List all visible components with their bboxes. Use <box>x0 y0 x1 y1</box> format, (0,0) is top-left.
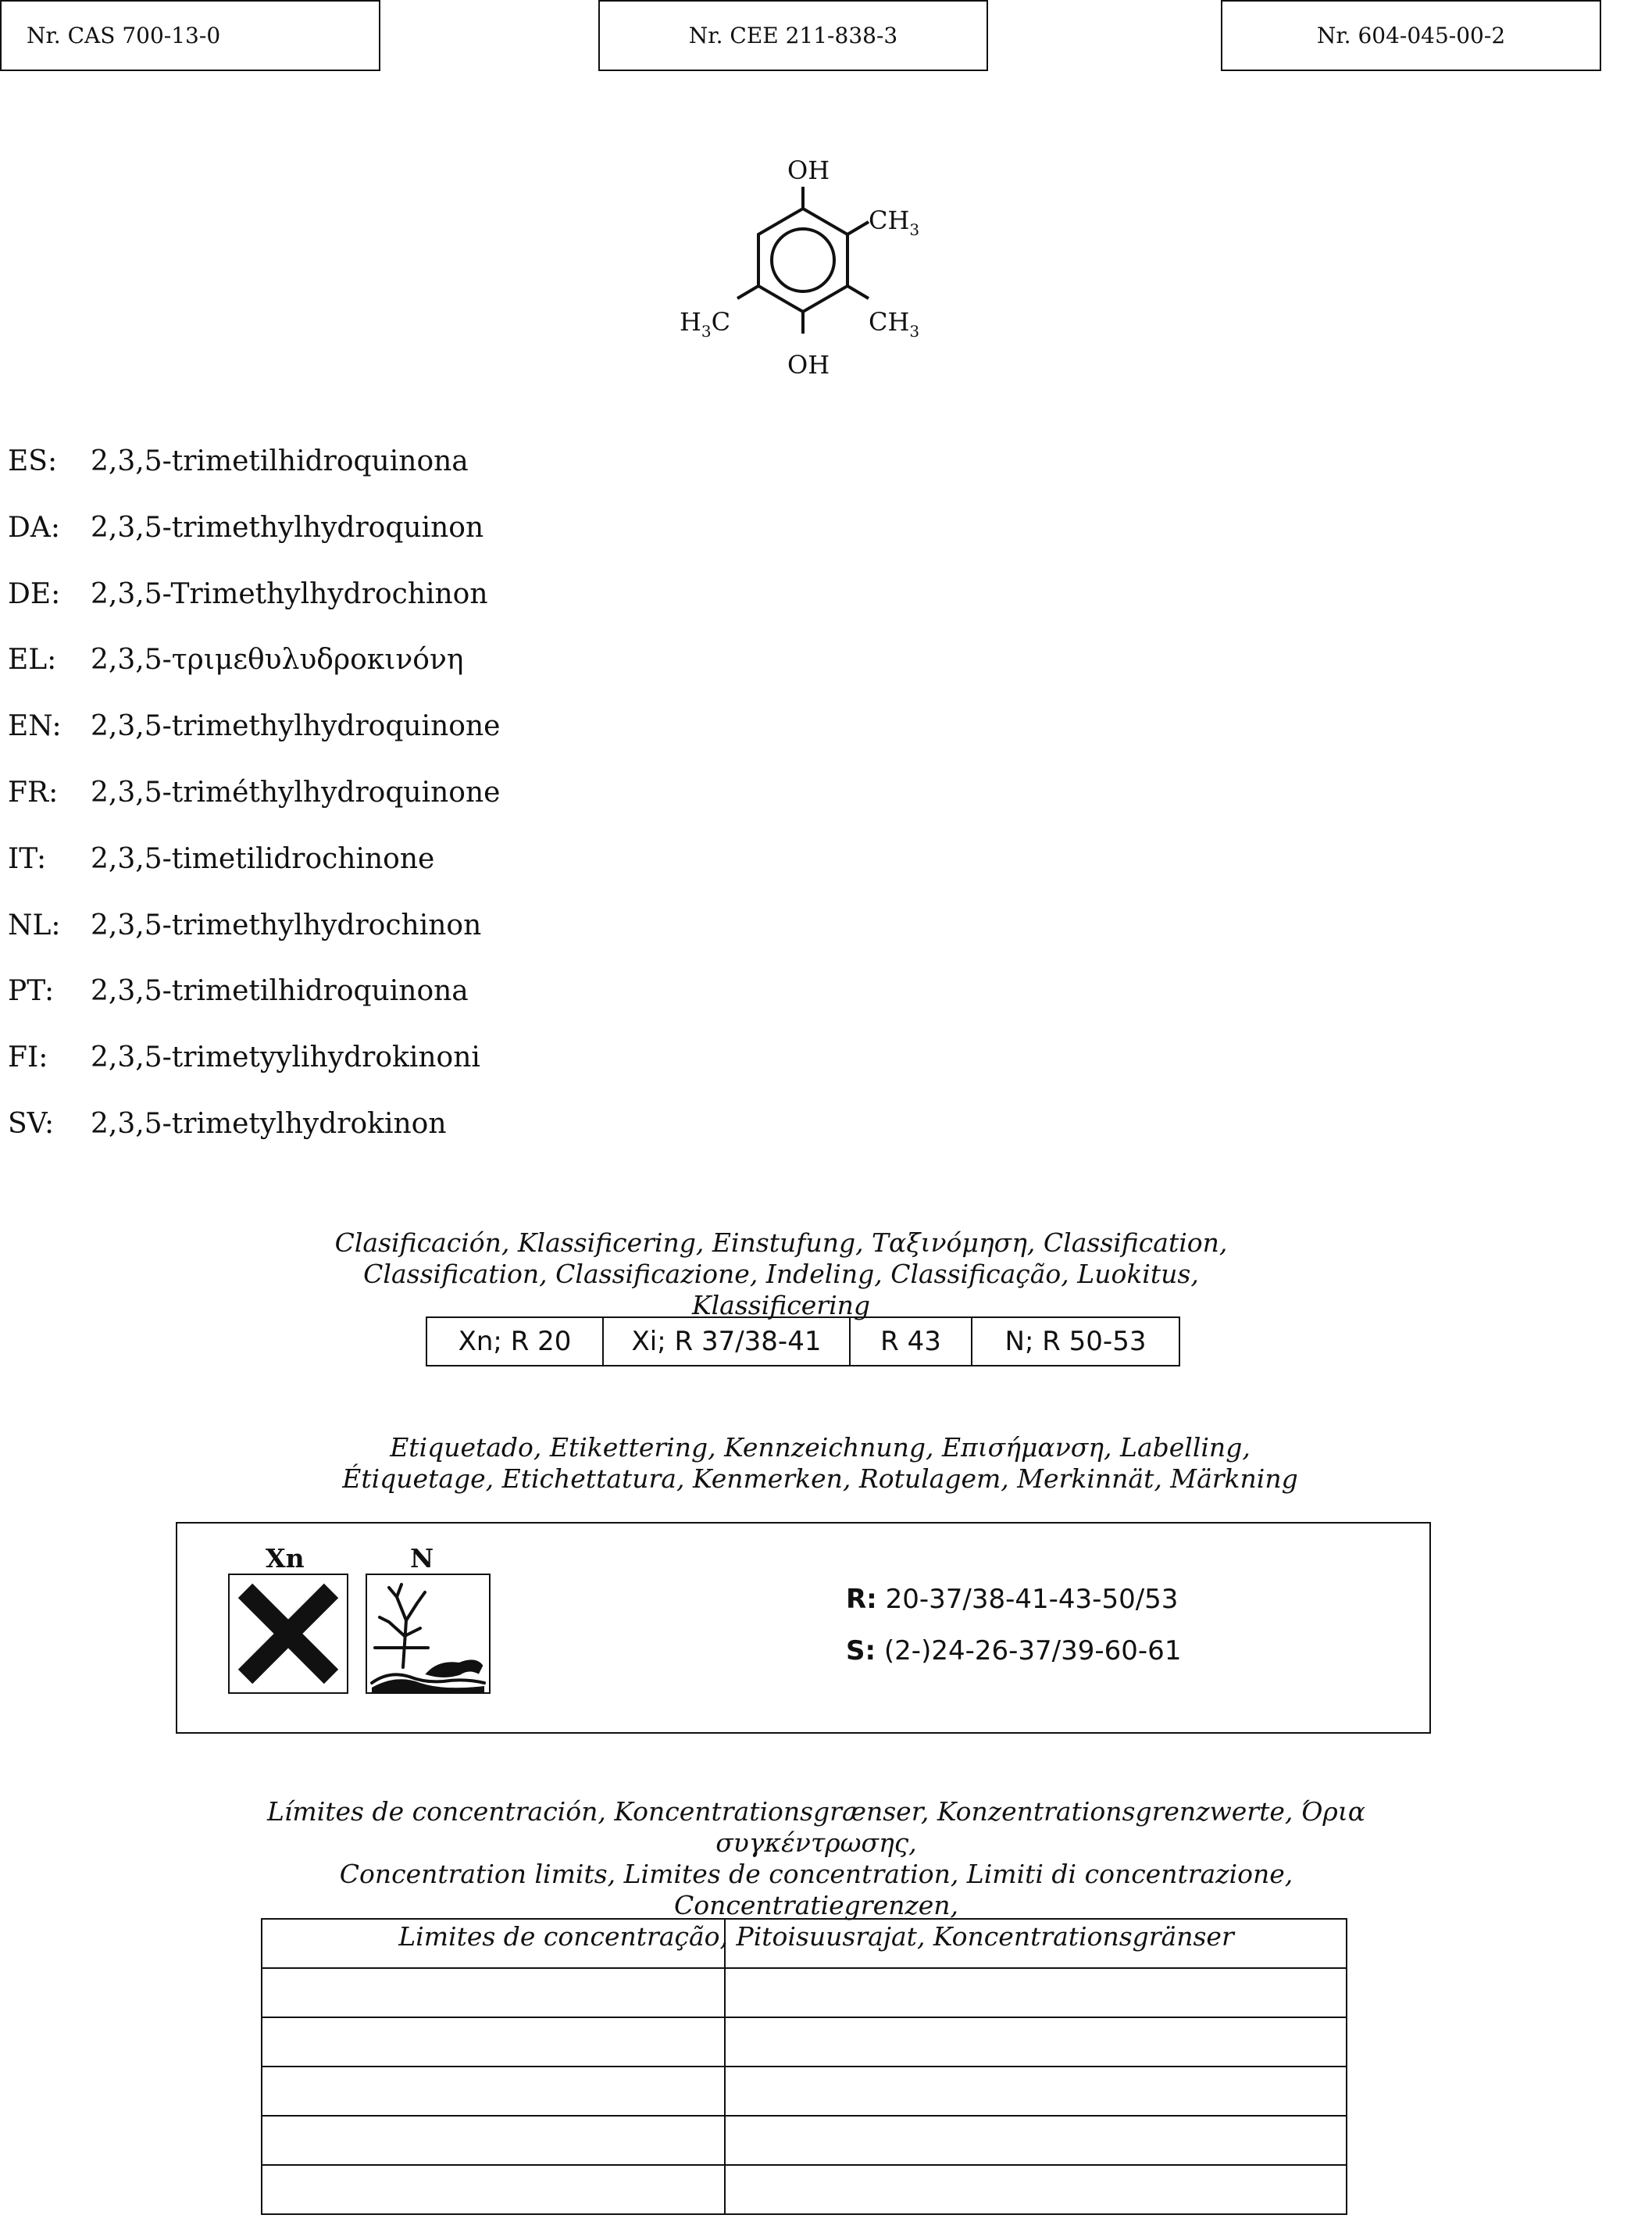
lang-code: NL: <box>8 909 61 941</box>
lang-code: IT: <box>8 842 47 875</box>
bond-right-top <box>847 222 869 234</box>
classification-heading-line: Classification, Classificazione, Indeling, Classificação, Luokitus, Klassificering <box>363 1259 1199 1320</box>
chemical-name: 2,3,5-trimetilhidroquinona <box>91 445 469 477</box>
index-number-box <box>1221 0 1601 71</box>
bond-right-bottom <box>847 286 869 298</box>
chemical-name: 2,3,5-triméthylhydroquinone <box>91 776 501 809</box>
labelling-heading-line: Étiquetage, Etichettatura, Kenmerken, Rotulagem, Merkinnät, Märkning <box>342 1463 1298 1494</box>
bottom-oh-label: OH <box>787 350 830 380</box>
classification-heading-line: Clasificación, Klassificering, Einstufung, Ταξινόμηση, Classification, <box>334 1227 1228 1258</box>
table-row <box>262 1968 1347 2017</box>
concentration-heading-line: Concentration limits, Limites de concentration, Limiti di concentrazione, Concentratiegrenzen, <box>339 1859 1293 1920</box>
table-cell <box>725 1968 1347 2017</box>
table-row <box>262 2067 1347 2116</box>
table-row <box>262 1919 1347 1968</box>
lang-code: FR: <box>8 776 59 809</box>
safety-phrases <box>846 1635 1181 1666</box>
table-row <box>262 2165 1347 2214</box>
lang-code: DA: <box>8 511 60 544</box>
safety-value: (2-)24-26-37/39-60-61 <box>883 1635 1182 1666</box>
ch3-bottom-label: $CH_3$ <box>869 307 920 341</box>
table-cell <box>725 2116 1347 2165</box>
chemical-name: 2,3,5-trimethylhydrochinon <box>91 909 482 941</box>
chemical-name: 2,3,5-τριμεθυλυδροκινόνη <box>91 644 464 677</box>
cee-number: Nr. CEE 211-838-3 <box>688 23 898 48</box>
chemical-name: 2,3,5-trimethylhydroquinon <box>91 511 484 544</box>
risk-value: 20-37/38-41-43-50/53 <box>885 1584 1179 1615</box>
labelling-heading-line: Etiquetado, Etikettering, Kennzeichnung, Επισήμανση, Labelling, <box>390 1432 1251 1463</box>
cee-number-box <box>598 0 988 71</box>
labelling-box <box>176 1522 1431 1734</box>
ch3-top-label: $CH_3$ <box>869 205 920 239</box>
classification-cell: N; R 50-53 <box>972 1317 1179 1366</box>
lang-code: EN: <box>8 710 62 743</box>
h3c-label: $H_3C$ <box>680 307 731 341</box>
n-symbol-letter: N <box>410 1543 434 1574</box>
structural-formula <box>672 152 953 395</box>
chemical-name: 2,3,5-Trimethylhydrochinon <box>91 577 488 610</box>
classification-cell: R 43 <box>850 1317 972 1366</box>
classification-cell: Xi; R 37/38-41 <box>603 1317 850 1366</box>
index-number: Nr. 604-045-00-2 <box>1316 23 1506 48</box>
cas-number-box <box>0 0 380 71</box>
lang-code: PT: <box>8 975 55 1008</box>
xn-symbol-letter: Xn <box>266 1543 305 1574</box>
concentration-heading-line: Límites de concentración, Koncentrationsgrænser, Konzentrationsgrenzwerte, Όρια συγκέντρωσης, <box>266 1796 1366 1858</box>
risk-phrases <box>846 1584 1178 1615</box>
table-cell <box>262 2067 725 2116</box>
lang-code: FI: <box>8 1041 48 1074</box>
table-row <box>262 2017 1347 2067</box>
lang-code: EL: <box>8 644 57 677</box>
lang-code: SV: <box>8 1107 55 1140</box>
table-cell <box>725 2017 1347 2067</box>
dangerous-for-environment-icon <box>366 1574 491 1694</box>
classification-heading <box>273 1227 1289 1321</box>
lang-code: DE: <box>8 577 61 610</box>
safety-prefix: S: <box>846 1635 876 1666</box>
table-cell <box>262 1968 725 2017</box>
lang-code: ES: <box>8 445 58 477</box>
harmful-cross-icon <box>228 1574 348 1694</box>
table-cell <box>262 1919 725 1968</box>
classification-row <box>426 1317 1179 1366</box>
classification-cell: Xn; R 20 <box>426 1317 603 1366</box>
top-oh-label: OH <box>787 155 830 185</box>
table-row <box>262 2116 1347 2165</box>
cas-number: Nr. CAS 700-13-0 <box>27 23 221 48</box>
chemical-name: 2,3,5-trimetyylihydrokinoni <box>91 1041 480 1074</box>
table-cell <box>262 2165 725 2214</box>
labelling-heading <box>312 1432 1328 1495</box>
table-cell <box>725 2165 1347 2214</box>
concentration-limits-table <box>261 1918 1347 2215</box>
chemical-name: 2,3,5-timetilidrochinone <box>91 842 435 875</box>
risk-prefix: R: <box>846 1584 877 1615</box>
classification-table <box>426 1316 1180 1366</box>
table-cell <box>262 2116 725 2165</box>
table-cell <box>262 2017 725 2067</box>
chemical-name: 2,3,5-trimethylhydroquinone <box>91 710 501 743</box>
chemical-name: 2,3,5-trimetilhidroquinona <box>91 975 469 1008</box>
chemical-name: 2,3,5-trimetylhydrokinon <box>91 1107 447 1140</box>
table-cell <box>725 2067 1347 2116</box>
bond-left <box>737 286 758 298</box>
aromatic-circle <box>772 229 834 291</box>
concentration-heading-line: Limites de concentração, Pitoisuusrajat, Koncentrationsgränser <box>398 1921 1234 1952</box>
table-cell <box>725 1919 1347 1968</box>
